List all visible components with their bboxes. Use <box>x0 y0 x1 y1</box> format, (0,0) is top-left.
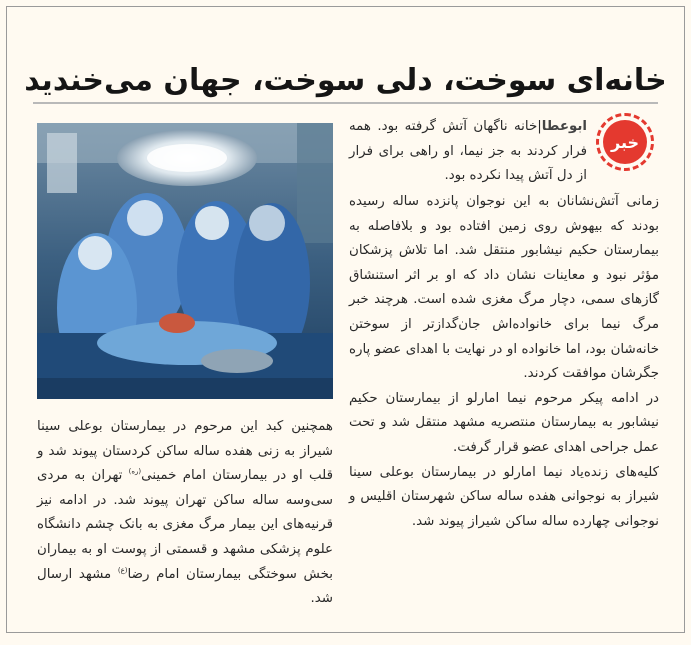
body-paragraph-4-part1: همچنین کبد این مرحوم در بیمارستان بوعلی سینا شیراز به زنی هفده ساله ساکن کردستان پیوند شد و قلب او در بیمارستان امام خمینی <box>37 419 333 484</box>
body-paragraph-2: در ادامه پیکر مرحوم نیما امارلو از بیمارستان حکیم نیشابور به بیمارستان منتصریه مشهد منتقل شد و تحت عمل جراحی اهدای عضو قرار گرفت. <box>349 390 659 455</box>
news-article <box>6 6 685 633</box>
byline-separator: | <box>537 119 542 134</box>
body-paragraph-4-part2: تهران به مردی سی‌وسه ساله ساکن تهران پیوند شد. در ادامه نیز قرنیه‌های این بیمار مرگ مغزی به بانک چشم دانشگاه علوم پزشکی مشهد و قسمتی از پوست او به بیماران بخش سوختگی بیمارستان امام رضا <box>37 468 333 582</box>
byline: ابوعطا <box>541 119 587 134</box>
body-paragraph-1: زمانی آتش‌نشانان به این نوجوان پانزده ساله رسیده بودند که بیهوش روی زمین افتاده بود و بلافاصله به بیمارستان حکیم نیشابور منتقل شد. اما تلاش پزشکان مؤثر نبود و معاینات نشان داد که او بر اثر استنشاق گازهای سمی، دچار مرگ مغزی شده است. هرچند خبر مرگ نیما برای خانواده‌اش جان‌گدازتر از سوختن خانه‌شان بود، اما خانواده او در نهایت با اهدای عضو پاره جگرشان موافقت کردند. <box>349 194 659 382</box>
surgery-photo <box>37 123 333 399</box>
news-badge <box>596 113 654 171</box>
honorific-mark-1: (ره) <box>128 467 142 476</box>
left-column <box>37 415 333 612</box>
honorific-mark-2: (ع) <box>117 566 128 575</box>
body-paragraph-3: کلیه‌های زنده‌یاد نیما امارلو در بیمارستان بوعلی سینا شیراز به نوجوانی هفده ساله ساکن شهرستان اقلیس و نوجوانی چهارده ساله ساکن شیراز پیوند شد. <box>349 464 659 529</box>
right-column <box>349 190 659 534</box>
lead-text: خانه ناگهان آتش گرفته بود. همه فرار کردند به جز نیما، او راهی برای فرار از دل آتش پیدا نکرده بود. <box>349 119 587 184</box>
body-paragraph-4 <box>37 415 333 612</box>
headline-divider <box>33 102 658 104</box>
news-badge-label: خبر <box>603 120 647 164</box>
body-paragraph-4-part3: مشهد ارسال شد. <box>37 566 333 607</box>
lead-paragraph <box>349 115 587 189</box>
headline: خانه‌ای سوخت، دلی سوخت، جهان می‌خندید <box>24 63 667 99</box>
